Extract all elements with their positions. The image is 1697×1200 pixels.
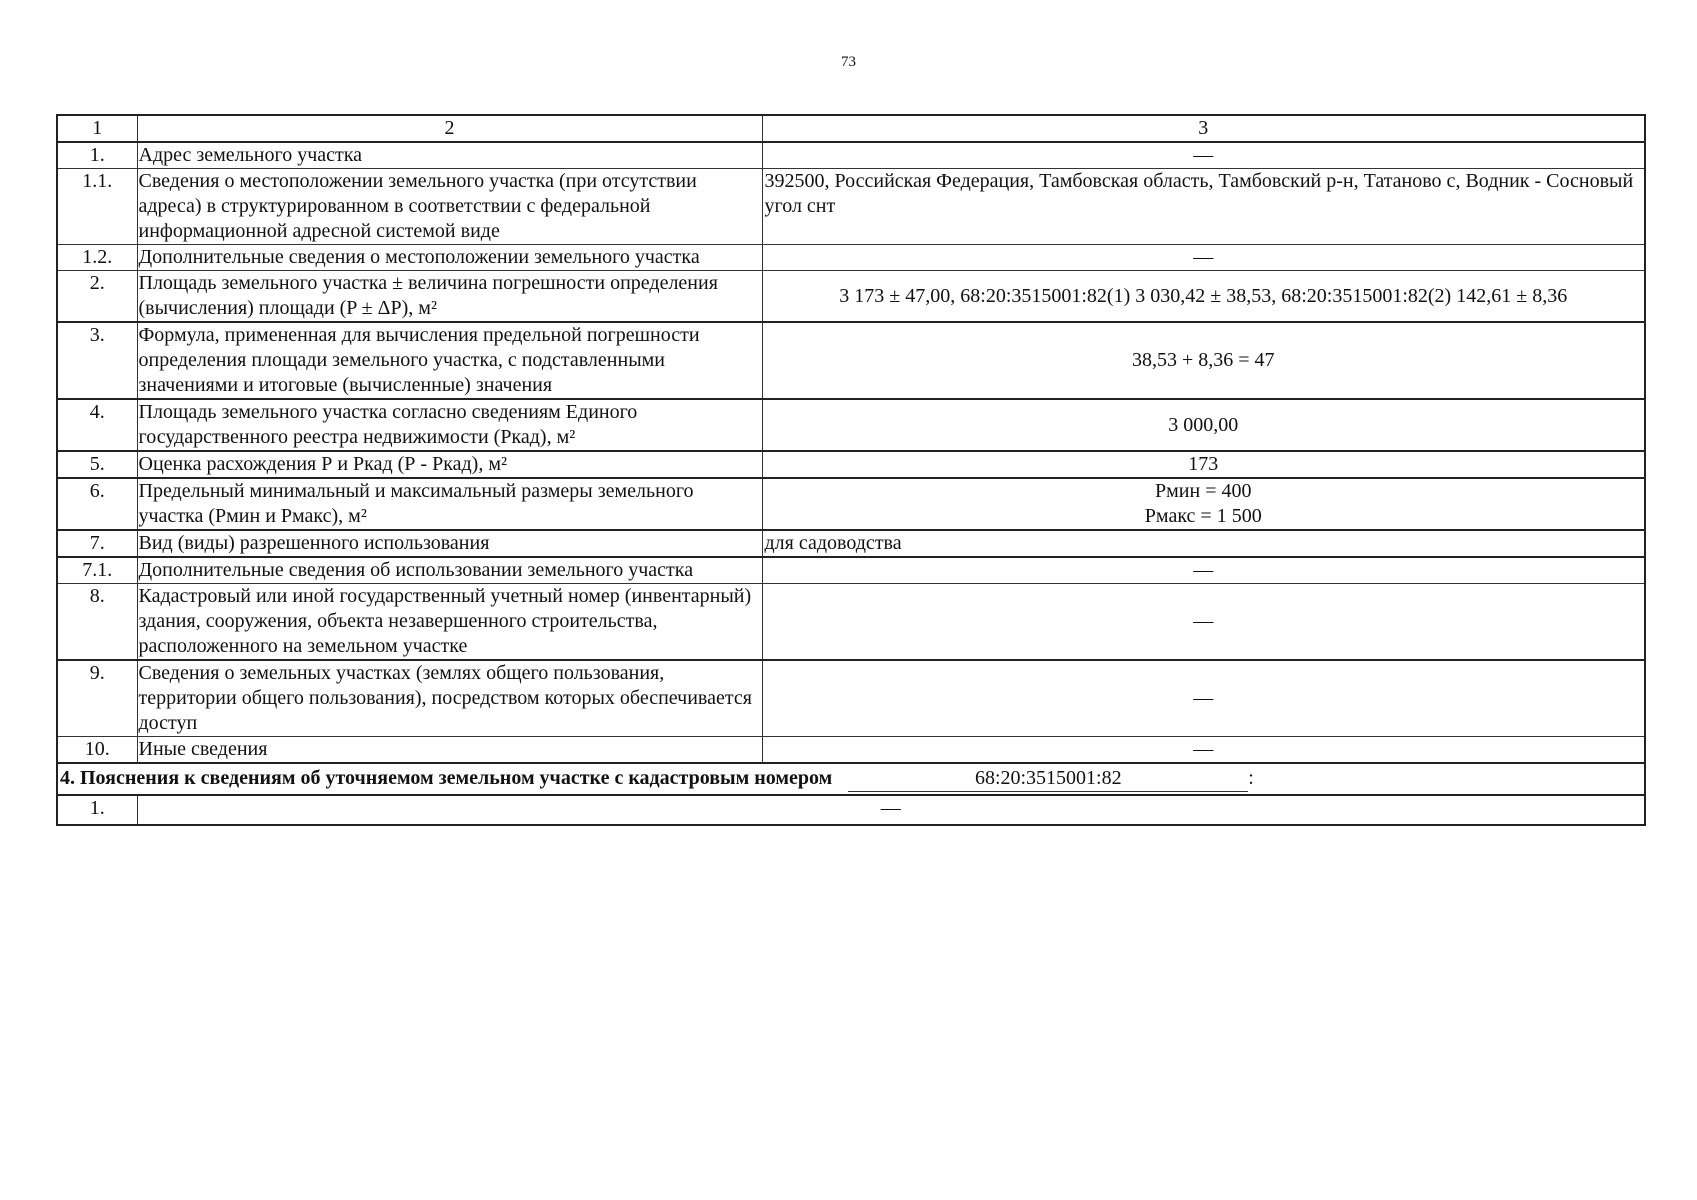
page-number: 73 xyxy=(841,54,856,70)
colon: : xyxy=(1248,767,1254,789)
header-row xyxy=(57,115,1645,142)
table-row xyxy=(57,478,1645,530)
header-col-2: 2 xyxy=(137,115,762,142)
row-number: 6. xyxy=(57,478,137,530)
row-value: — xyxy=(762,737,1645,764)
row-number: 7.1. xyxy=(57,557,137,584)
row-description: Сведения о местоположении земельного участка (при отсутствии адреса) в структурированном в соответствии с федеральной информационной адресной системой виде xyxy=(137,169,762,245)
row-number: 10. xyxy=(57,737,137,764)
section-4-header xyxy=(57,763,1645,795)
row-value: — xyxy=(762,660,1645,737)
table-row xyxy=(57,169,1645,245)
row-value: 3 173 ± 47,00, 68:20:3515001:82(1) 3 030,42 ± 38,53, 68:20:3515001:82(2) 142,61 ± 8,36 xyxy=(762,271,1645,323)
table-row xyxy=(57,584,1645,661)
row-value: для садоводства xyxy=(762,530,1645,557)
row-description: Площадь земельного участка согласно сведениям Единого государственного реестра недвижимости (Ркад), м² xyxy=(137,399,762,451)
row-description: Оценка расхождения Р и Ркад (Р - Ркад), м² xyxy=(137,451,762,478)
row-number: 5. xyxy=(57,451,137,478)
row-number: 8. xyxy=(57,584,137,661)
row-number: 1. xyxy=(57,142,137,169)
row-value: 392500, Российская Федерация, Тамбовская область, Тамбовский р-н, Татаново с, Водник - Сосновый угол снт xyxy=(762,169,1645,245)
cadastral-number: 68:20:3515001:82 xyxy=(848,766,1248,792)
row-number: 1.1. xyxy=(57,169,137,245)
row-description: Площадь земельного участка ± величина погрешности определения (вычисления) площади (P ± ΔP), м² xyxy=(137,271,762,323)
row-description: Кадастровый или иной государственный учетный номер (инвентарный) здания, сооружения, объекта незавершенного строительства, расположенного на земельном участке xyxy=(137,584,762,661)
row-number: 9. xyxy=(57,660,137,737)
row-description: Вид (виды) разрешенного использования xyxy=(137,530,762,557)
header-col-3: 3 xyxy=(762,115,1645,142)
row-number: 7. xyxy=(57,530,137,557)
row-number: 3. xyxy=(57,322,137,399)
section-4-header-row xyxy=(57,763,1645,795)
table-row xyxy=(57,142,1645,169)
table-row xyxy=(57,660,1645,737)
section-4-title: 4. Пояснения к сведениям об уточняемом земельном участке с кадастровым номером xyxy=(60,767,833,789)
row-description: Дополнительные сведения о местоположении земельного участка xyxy=(137,245,762,271)
table-row xyxy=(57,737,1645,764)
table-row xyxy=(57,557,1645,584)
row-description: Предельный минимальный и максимальный размеры земельного участка (Рмин и Рмакс), м² xyxy=(137,478,762,530)
max-size-value: Рмакс = 1 500 xyxy=(1144,505,1262,527)
row-description: Иные сведения xyxy=(137,737,762,764)
row-value: — xyxy=(762,142,1645,169)
min-size-value: Рмин = 400 xyxy=(1155,480,1252,502)
row-value: — xyxy=(762,557,1645,584)
table-row xyxy=(57,399,1645,451)
row-number: 4. xyxy=(57,399,137,451)
row-value: — xyxy=(762,584,1645,661)
row-number: 1. xyxy=(57,795,137,825)
row-value: 3 000,00 xyxy=(762,399,1645,451)
table-row xyxy=(57,795,1645,825)
table-row xyxy=(57,245,1645,271)
row-value: 173 xyxy=(762,451,1645,478)
row-number: 2. xyxy=(57,271,137,323)
row-number: 1.2. xyxy=(57,245,137,271)
land-plot-table xyxy=(56,114,1646,826)
row-description: Формула, примененная для вычисления предельной погрешности определения площади земельного участка, с подставленными значениями и итоговые (вычисленные) значения xyxy=(137,322,762,399)
row-value: — xyxy=(762,245,1645,271)
row-description: Адрес земельного участка xyxy=(137,142,762,169)
row-description: Дополнительные сведения об использовании земельного участка xyxy=(137,557,762,584)
table-row xyxy=(57,530,1645,557)
row-value: — xyxy=(137,795,1645,825)
table-row xyxy=(57,322,1645,399)
header-col-1: 1 xyxy=(57,115,137,142)
table-row xyxy=(57,451,1645,478)
row-value xyxy=(762,478,1645,530)
row-description: Сведения о земельных участках (землях общего пользования, территории общего пользования), посредством которых обеспечивается доступ xyxy=(137,660,762,737)
table-row xyxy=(57,271,1645,323)
row-value: 38,53 + 8,36 = 47 xyxy=(762,322,1645,399)
